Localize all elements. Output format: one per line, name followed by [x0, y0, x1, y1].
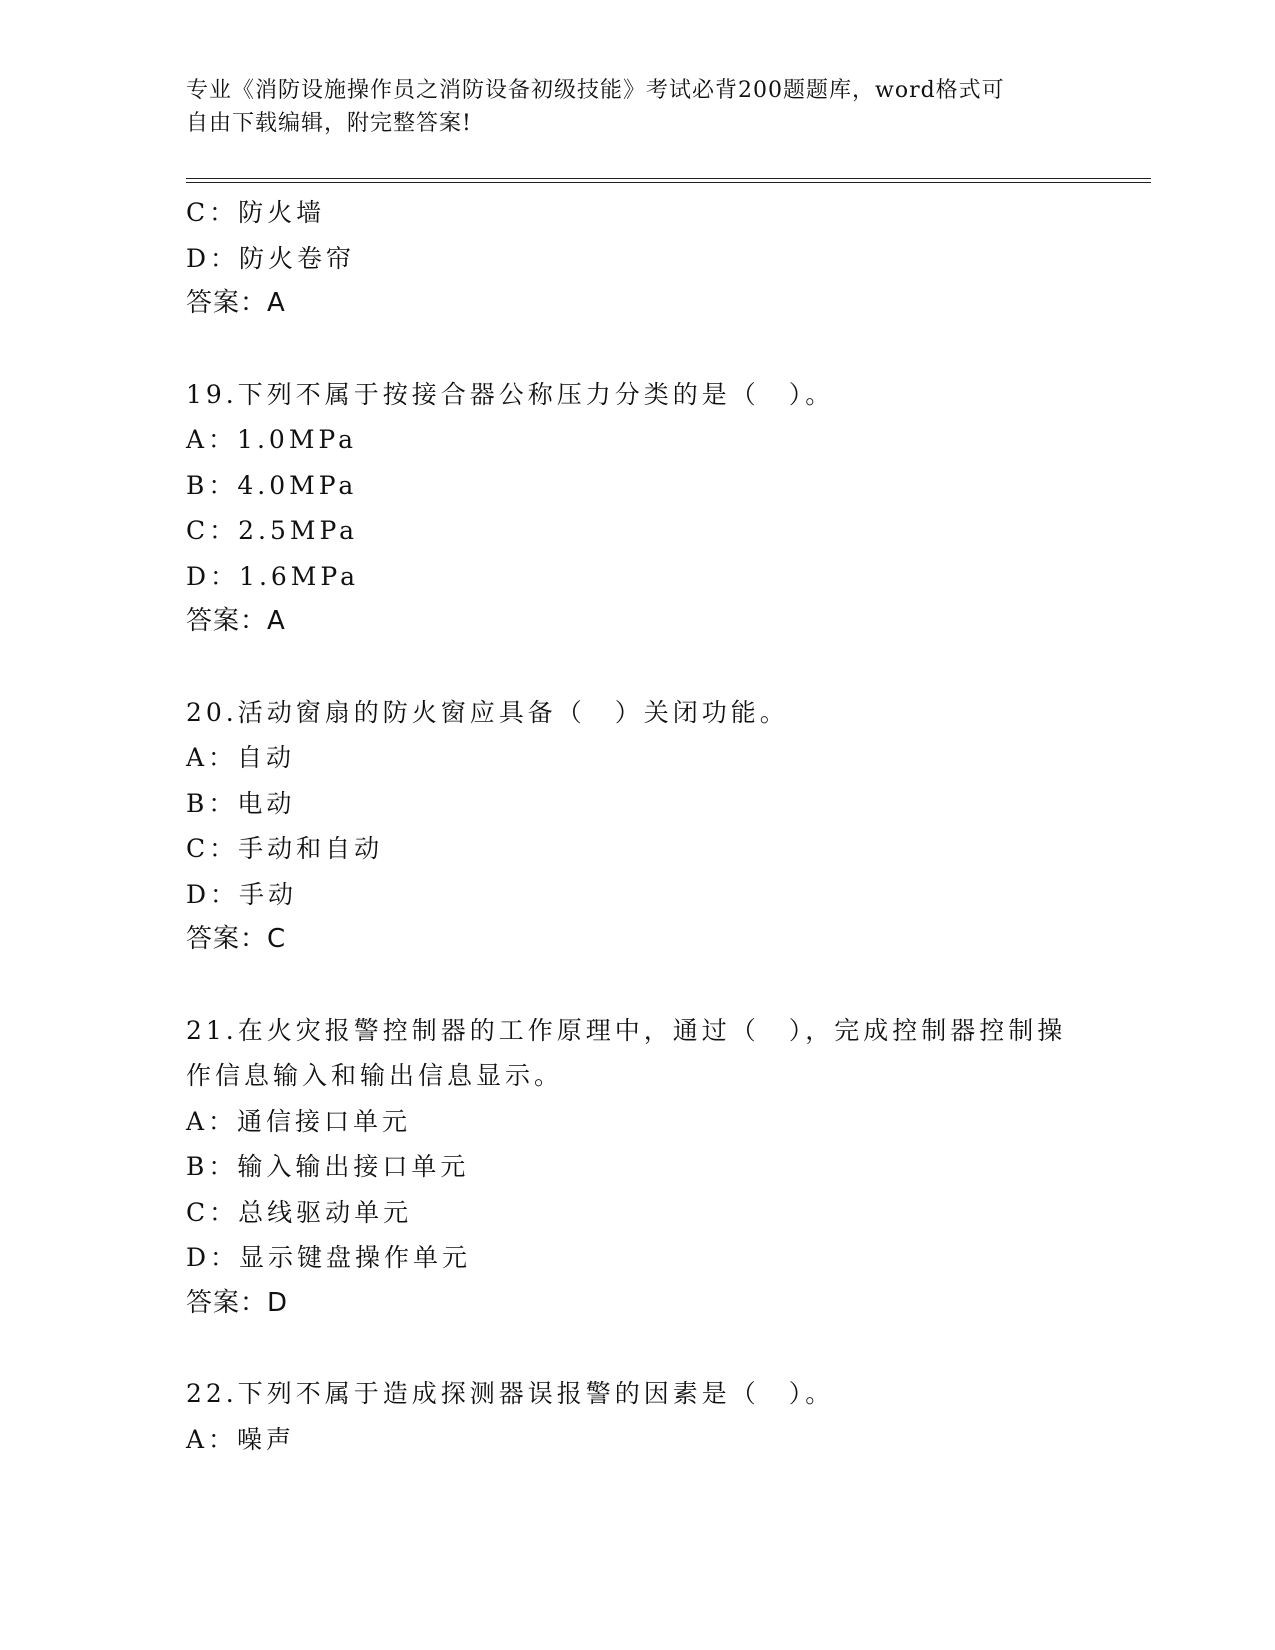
- question-text: 20.活动窗扇的防火窗应具备（ ）关闭功能。: [186, 697, 789, 727]
- previous-question-tail: [186, 190, 1086, 327]
- option-d: D：显示键盘操作单元: [186, 1243, 472, 1272]
- header-line-1: 专业《消防设施操作员之消防设备初级技能》考试必背200题题库，word格式可: [186, 78, 1005, 103]
- spacer: [186, 645, 1086, 690]
- question-19: [186, 372, 1086, 645]
- question-22: [186, 1371, 1086, 1462]
- option-c: C：2.5MPa: [186, 516, 359, 545]
- question-content: [186, 190, 1086, 1462]
- option-a: A：噪声: [186, 1424, 296, 1454]
- question-text-line-2: 作信息输入和输出信息显示。: [186, 1061, 564, 1090]
- option-d: D：1.6MPa: [186, 561, 360, 591]
- document-header: [186, 74, 1086, 140]
- option-d: D：手动: [186, 879, 298, 909]
- option-b: B：输入输出接口单元: [186, 1152, 470, 1181]
- option-d: D：防火卷帘: [186, 243, 356, 273]
- question-text: 19.下列不属于按接合器公称压力分类的是（ ）。: [186, 379, 835, 409]
- spacer: [186, 963, 1086, 1008]
- header-line-2: 自由下载编辑，附完整答案!: [186, 111, 472, 136]
- option-a: A：通信接口单元: [186, 1106, 412, 1136]
- answer: 答案：A: [186, 606, 286, 636]
- option-c: C：防火墙: [186, 198, 326, 227]
- question-20: [186, 690, 1086, 963]
- option-c: C：总线驱动单元: [186, 1197, 413, 1227]
- option-c: C：手动和自动: [186, 834, 384, 863]
- question-text-line-1: 21.在火灾报警控制器的工作原理中，通过（ ），完成控制器控制操: [186, 1015, 1067, 1045]
- spacer: [186, 327, 1086, 372]
- option-a: A：自动: [186, 743, 296, 772]
- option-b: B：电动: [186, 788, 296, 818]
- question-text: 22.下列不属于造成探测器误报警的因素是（ ）。: [186, 1379, 835, 1408]
- spacer: [186, 1326, 1086, 1371]
- answer: 答案：D: [186, 1287, 289, 1318]
- answer: 答案：C: [186, 924, 287, 954]
- header-rule-bottom: [186, 182, 1151, 183]
- question-21: [186, 1008, 1086, 1327]
- answer: 答案：A: [186, 288, 286, 318]
- header-rule-top: [186, 178, 1151, 179]
- option-a: A：1.0MPa: [186, 425, 358, 454]
- option-b: B：4.0MPa: [186, 470, 358, 500]
